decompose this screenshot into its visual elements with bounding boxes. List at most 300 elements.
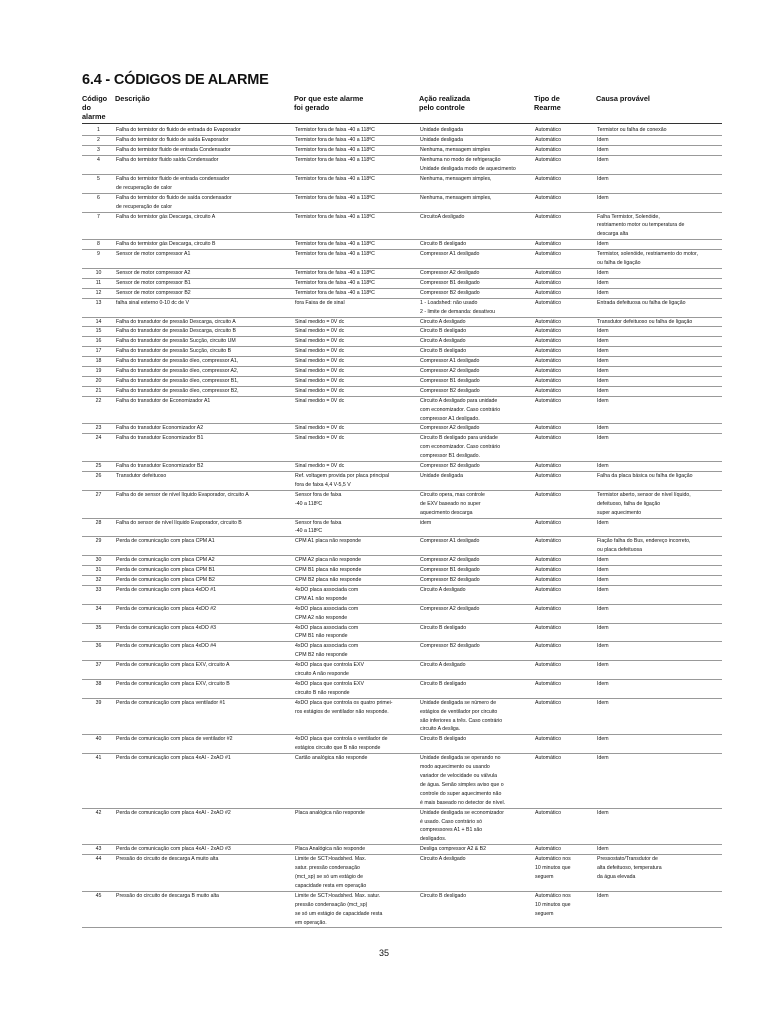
alarm-reset-type: Automático — [534, 337, 596, 347]
alarm-reset-type: Automático — [534, 434, 596, 462]
alarm-probable-cause: Idem — [596, 136, 722, 146]
alarm-code: 7 — [82, 212, 115, 240]
table-row — [82, 556, 722, 566]
alarm-probable-cause: Entrada defeituosa ou falha de ligação — [596, 298, 722, 317]
alarm-code: 22 — [82, 396, 115, 424]
alarm-probable-cause: Idem — [596, 376, 722, 386]
alarm-probable-cause: Idem — [596, 424, 722, 434]
alarm-code: 41 — [82, 754, 115, 808]
alarm-code: 31 — [82, 566, 115, 576]
table-row — [82, 240, 722, 250]
alarm-probable-cause: Termistor aberto, sensor de nível líquido, defeituoso, falha de ligação super aquecimento — [596, 490, 722, 518]
alarm-description: Falha do sensor de nível líquido Evaporador, circuito B — [115, 518, 294, 537]
alarm-reason: 4xDO placa que controla EXV circuito A não responde — [294, 661, 419, 680]
alarm-reason: Sensor fora de faixa -40 a 118ºC — [294, 518, 419, 537]
alarm-reset-type: Automático — [534, 566, 596, 576]
alarm-probable-cause: Idem — [596, 679, 722, 698]
alarm-probable-cause: Idem — [596, 278, 722, 288]
alarm-code: 8 — [82, 240, 115, 250]
header-reset: Tipo de Rearme — [534, 94, 596, 124]
alarm-reset-type: Automático — [534, 396, 596, 424]
alarm-reason: fora Faixa de de sinal — [294, 298, 419, 317]
alarm-reset-type: Automático — [534, 661, 596, 680]
table-row — [82, 386, 722, 396]
table-row — [82, 298, 722, 317]
alarm-description: Falha do transdutor Economizador B2 — [115, 462, 294, 472]
alarm-action: Nenhuma no modo de refrigeração Unidade desligada modo de aquecimento — [419, 156, 534, 175]
alarm-reason: Placa analógica não responde — [294, 808, 419, 845]
alarm-action: Compressor A2 desligado — [419, 604, 534, 623]
table-body — [82, 124, 722, 928]
header-action: Ação realizada pelo controle — [419, 94, 534, 124]
alarm-reason: Cartão analógica não responde — [294, 754, 419, 808]
alarm-reset-type: Automático — [534, 317, 596, 327]
alarm-reset-type: Automático — [534, 268, 596, 278]
alarm-reset-type: Automático — [534, 250, 596, 269]
alarm-description: Falha do termistor do fluido de saída Evaporador — [115, 136, 294, 146]
table-row — [82, 642, 722, 661]
alarm-probable-cause: Idem — [596, 337, 722, 347]
alarm-code: 21 — [82, 386, 115, 396]
alarm-reset-type: Automático nos 10 minutos que seguem — [534, 855, 596, 892]
table-row — [82, 537, 722, 556]
alarm-code: 18 — [82, 357, 115, 367]
alarm-description: Falha do transdutor de pressão óleo, compressor A2, — [115, 367, 294, 377]
alarm-probable-cause: Idem — [596, 268, 722, 278]
table-row — [82, 472, 722, 491]
alarm-reset-type: Automático — [534, 808, 596, 845]
alarm-reason: Sinal medido = 0V dc — [294, 327, 419, 337]
alarm-probable-cause: Idem — [596, 808, 722, 845]
alarm-probable-cause: Falha da placa básica ou falha de ligação — [596, 472, 722, 491]
section-title: 6.4 - CÓDIGOS DE ALARME — [82, 72, 269, 88]
alarm-action: Compressor A1 desligado — [419, 357, 534, 367]
alarm-description: Perda de comunicação com placa 4xAI - 2xAO #1 — [115, 754, 294, 808]
alarm-reset-type: Automático — [534, 174, 596, 193]
alarm-probable-cause: Idem — [596, 642, 722, 661]
alarm-reset-type: Automático — [534, 462, 596, 472]
alarm-description: Falha do termistor do fluido de entrada do Evaporador — [115, 124, 294, 136]
alarm-description: Perda de comunicação com placa CPM B2 — [115, 575, 294, 585]
alarm-reason: Termistor fora de faixa -40 a 118ºC — [294, 156, 419, 175]
alarm-reset-type: Automático — [534, 575, 596, 585]
alarm-action: Circuito A desligado — [419, 337, 534, 347]
alarm-code: 14 — [82, 317, 115, 327]
alarm-probable-cause: Idem — [596, 698, 722, 735]
alarm-probable-cause: Idem — [596, 347, 722, 357]
alarm-reason: 4xDO placa associada com CPM B1 não responde — [294, 623, 419, 642]
alarm-codes-table — [82, 94, 722, 928]
alarm-reset-type: Automático — [534, 556, 596, 566]
table-row — [82, 661, 722, 680]
alarm-reset-type: Automático — [534, 735, 596, 754]
alarm-reason: Sinal medido = 0V dc — [294, 434, 419, 462]
alarm-reason: Termistor fora de faixa -40 a 118ºC — [294, 268, 419, 278]
alarm-reason: Limite de SCT>loadshed. Max. satur. pressão condensação (mct_sp) se só um estágio de capacidade resta em operação — [294, 855, 419, 892]
table-row — [82, 327, 722, 337]
alarm-reset-type: Automático — [534, 288, 596, 298]
alarm-reset-type: Automático — [534, 642, 596, 661]
table-row — [82, 136, 722, 146]
alarm-code: 10 — [82, 268, 115, 278]
alarm-description: Perda de comunicação com placa 4xDO #2 — [115, 604, 294, 623]
alarm-description: Perda de comunicação com placa 4xDO #1 — [115, 585, 294, 604]
alarm-action: Compressor A2 desligado — [419, 268, 534, 278]
alarm-code: 37 — [82, 661, 115, 680]
alarm-reset-type: Automático — [534, 845, 596, 855]
alarm-probable-cause: Idem — [596, 357, 722, 367]
header-code: Código do alarme — [82, 94, 115, 124]
alarm-action: Circuito B desligado — [419, 347, 534, 357]
alarm-reason: Limite de SCT>loadshed. Max. satur. pressão condensação (mct_sp) se só um estágio de capacidade resta em operação. — [294, 891, 419, 928]
table-row — [82, 156, 722, 175]
alarm-reason: Sinal medido = 0V dc — [294, 376, 419, 386]
alarm-reset-type: Automático — [534, 679, 596, 698]
alarm-code: 25 — [82, 462, 115, 472]
alarm-action: Compressor B1 desligado — [419, 566, 534, 576]
alarm-code: 9 — [82, 250, 115, 269]
alarm-description: Sensor de motor compressor A1 — [115, 250, 294, 269]
alarm-probable-cause: Idem — [596, 604, 722, 623]
alarm-action: Desliga compressor A2 & B2 — [419, 845, 534, 855]
table-row — [82, 250, 722, 269]
alarm-reason: Termistor fora de faixa -40 a 118ºC — [294, 136, 419, 146]
table-row — [82, 623, 722, 642]
alarm-reason: Sinal medido = 0V dc — [294, 317, 419, 327]
alarm-reset-type: Automático — [534, 698, 596, 735]
alarm-action: Unidade desligada se número de estágios de ventilador por circuito são inferiores a três. Caso contrário circuito A desliga. — [419, 698, 534, 735]
alarm-description: Falha do transdutor de pressão óleo, compressor A1, — [115, 357, 294, 367]
alarm-reason: 4xDO placa associada com CPM A1 não responde — [294, 585, 419, 604]
alarm-action: Circuito B desligado — [419, 240, 534, 250]
alarm-description: Falha do transdutor de pressão Descarga, circuito B — [115, 327, 294, 337]
alarm-code: 30 — [82, 556, 115, 566]
alarm-code: 35 — [82, 623, 115, 642]
alarm-description: Falha do termistor gás Descarga, circuito B — [115, 240, 294, 250]
alarm-reason: CPM A1 placa não responde — [294, 537, 419, 556]
table-row — [82, 376, 722, 386]
alarm-reset-type: Automático — [534, 136, 596, 146]
alarm-reason: Termistor fora de faixa -40 a 118ºC — [294, 174, 419, 193]
alarm-code: 19 — [82, 367, 115, 377]
alarm-description: Perda de comunicação com placa 4xDO #3 — [115, 623, 294, 642]
alarm-code: 32 — [82, 575, 115, 585]
alarm-reason: Sinal medido = 0V dc — [294, 367, 419, 377]
alarm-action: Compressor B1 desligado — [419, 376, 534, 386]
table-row — [82, 735, 722, 754]
alarm-reset-type: Automático — [534, 240, 596, 250]
alarm-code: 26 — [82, 472, 115, 491]
alarm-description: Falha do transdutor Economizador A2 — [115, 424, 294, 434]
alarm-probable-cause: Idem — [596, 146, 722, 156]
alarm-probable-cause: Idem — [596, 735, 722, 754]
alarm-probable-cause: Idem — [596, 462, 722, 472]
alarm-action: Compressor B2 desligado — [419, 642, 534, 661]
alarm-code: 36 — [82, 642, 115, 661]
alarm-reset-type: Automático — [534, 367, 596, 377]
alarm-reset-type: Automático — [534, 472, 596, 491]
alarm-action: Unidade desligada — [419, 136, 534, 146]
alarm-reason: Termistor fora de faixa -40 a 118ºC — [294, 124, 419, 136]
alarm-description: Falha do transdutor de pressão Sucção, circuito B — [115, 347, 294, 357]
alarm-code: 6 — [82, 193, 115, 212]
alarm-description: Pressão do circuito de descarga A muito alta — [115, 855, 294, 892]
table-row — [82, 808, 722, 845]
alarm-code: 33 — [82, 585, 115, 604]
alarm-code: 40 — [82, 735, 115, 754]
alarm-reset-type: Automático — [534, 193, 596, 212]
table-row — [82, 424, 722, 434]
alarm-code: 20 — [82, 376, 115, 386]
alarm-action: Compressor B2 desligado — [419, 575, 534, 585]
alarm-probable-cause: Idem — [596, 566, 722, 576]
alarm-code: 13 — [82, 298, 115, 317]
alarm-reset-type: Automático — [534, 537, 596, 556]
alarm-reset-type: Automático — [534, 490, 596, 518]
alarm-probable-cause: Idem — [596, 396, 722, 424]
alarm-code: 34 — [82, 604, 115, 623]
alarm-code: 17 — [82, 347, 115, 357]
alarm-probable-cause: Idem — [596, 434, 722, 462]
alarm-description: Perda de comunicação com placa de ventilador #2 — [115, 735, 294, 754]
alarm-code: 2 — [82, 136, 115, 146]
table-row — [82, 278, 722, 288]
alarm-code: 39 — [82, 698, 115, 735]
table-row — [82, 124, 722, 136]
alarm-action: Compressor A2 desligado — [419, 556, 534, 566]
alarm-description: falha sinal externo 0-10 dc de V — [115, 298, 294, 317]
alarm-description: Perda de comunicação com placa 4xDO #4 — [115, 642, 294, 661]
alarm-reason: 4xDO placa que controla EXV circuito B não responde — [294, 679, 419, 698]
alarm-reset-type: Automático — [534, 386, 596, 396]
alarm-action: Circuito B desligado — [419, 623, 534, 642]
alarm-action: Circuito A desligado — [419, 855, 534, 892]
alarm-description: Sensor de motor compressor A2 — [115, 268, 294, 278]
alarm-probable-cause: Idem — [596, 891, 722, 928]
alarm-reason: Termistor fora de faixa -40 a 118ºC — [294, 212, 419, 240]
alarm-description: Falha do termistor fluido saída Condensador — [115, 156, 294, 175]
alarm-description: Falha do termistor fluido de entrada condensador de recuperação de calor — [115, 174, 294, 193]
alarm-reason: Sinal medido = 0V dc — [294, 347, 419, 357]
alarm-code: 38 — [82, 679, 115, 698]
alarm-reason: Sinal medido = 0V dc — [294, 396, 419, 424]
alarm-action: Compressor A2 desligado — [419, 367, 534, 377]
alarm-probable-cause: Transdutor defeituoso ou falha de ligação — [596, 317, 722, 327]
table-row — [82, 337, 722, 347]
alarm-reason: Placa Analógica não responde — [294, 845, 419, 855]
alarm-reset-type: Automático — [534, 156, 596, 175]
alarm-action: Circuito B desligado — [419, 679, 534, 698]
alarm-description: Falha do transdutor de pressão óleo, compressor B1, — [115, 376, 294, 386]
alarm-action: Circuito A desligado para unidade com economizador. Caso contrário compressor A1 desligado. — [419, 396, 534, 424]
alarm-reason: Sinal medido = 0V dc — [294, 337, 419, 347]
alarm-reason: Termistor fora de faixa -40 a 118ºC — [294, 146, 419, 156]
alarm-description: Perda de comunicação com placa 4xAI - 2xAO #3 — [115, 845, 294, 855]
alarm-reset-type: Automático — [534, 585, 596, 604]
alarm-reason: Termistor fora de faixa -40 a 118ºC — [294, 193, 419, 212]
alarm-probable-cause: Idem — [596, 240, 722, 250]
alarm-action: Nenhuma, mensagem simples, — [419, 193, 534, 212]
alarm-reset-type: Automático — [534, 604, 596, 623]
alarm-description: Perda de comunicação com placa CPM B1 — [115, 566, 294, 576]
alarm-description: Falha do transdutor Economizador B1 — [115, 434, 294, 462]
alarm-probable-cause: Idem — [596, 288, 722, 298]
alarm-action: Compressor B2 desligado — [419, 288, 534, 298]
alarm-description: Falha do termistor gás Descarga, circuito A — [115, 212, 294, 240]
alarm-description: Perda de comunicação com placa CPM A2 — [115, 556, 294, 566]
alarm-codes-table-wrapper — [82, 94, 722, 928]
alarm-action: Unidade desligada se operando no modo aquecimento ou usando variador de velocidade ou válvula de água. Senão simples aviso que o controle do super aquecimento não é mais baseado no detector de nível. — [419, 754, 534, 808]
alarm-probable-cause: Termistor ou falha de conexão — [596, 124, 722, 136]
header-description: Descrição — [115, 94, 294, 124]
alarm-action: Circuito A desligado — [419, 661, 534, 680]
alarm-code: 5 — [82, 174, 115, 193]
alarm-reason: Termistor fora de faixa -40 a 118ºC — [294, 288, 419, 298]
alarm-action: Unidade desligada — [419, 472, 534, 491]
table-row — [82, 212, 722, 240]
alarm-probable-cause: Idem — [596, 754, 722, 808]
alarm-reset-type: Automático — [534, 754, 596, 808]
alarm-action: Compressor B1 desligado — [419, 278, 534, 288]
alarm-code: 3 — [82, 146, 115, 156]
table-row — [82, 490, 722, 518]
alarm-description: Falha do transdutor de Economizador A1 — [115, 396, 294, 424]
alarm-reason: Sensor fora de faixa -40 a 118ºC — [294, 490, 419, 518]
alarm-reset-type: Automático — [534, 376, 596, 386]
alarm-reset-type: Automático — [534, 298, 596, 317]
alarm-action: Unidade desligada se economizador é usado. Caso contrário só compressores A1 + B1 são desligados. — [419, 808, 534, 845]
alarm-probable-cause: Idem — [596, 386, 722, 396]
alarm-description: Falha do termistor do fluido de saída condensador de recuperação de calor — [115, 193, 294, 212]
alarm-reason: CPM A2 placa não responde — [294, 556, 419, 566]
alarm-description: Falha do transdutor de pressão Sucção, circuito UM — [115, 337, 294, 347]
alarm-action: Unidade desligada — [419, 124, 534, 136]
alarm-reset-type: Automático — [534, 518, 596, 537]
table-row — [82, 698, 722, 735]
alarm-reason: Sinal medido = 0V dc — [294, 424, 419, 434]
alarm-probable-cause: Idem — [596, 156, 722, 175]
alarm-reset-type: Automático nos 10 minutos que seguem — [534, 891, 596, 928]
alarm-action: Nenhuma, mensagem simples, — [419, 174, 534, 193]
alarm-reason: Termistor fora de faixa -40 a 118ºC — [294, 250, 419, 269]
alarm-action: idem — [419, 518, 534, 537]
header-cause: Causa provável — [596, 94, 722, 124]
table-row — [82, 146, 722, 156]
alarm-code: 4 — [82, 156, 115, 175]
alarm-code: 16 — [82, 337, 115, 347]
alarm-reset-type: Automático — [534, 146, 596, 156]
alarm-code: 44 — [82, 855, 115, 892]
alarm-reset-type: Automático — [534, 347, 596, 357]
alarm-reason: 4xDO placa associada com CPM A2 não responde — [294, 604, 419, 623]
alarm-reason: Sinal medido = 0V dc — [294, 462, 419, 472]
alarm-code: 24 — [82, 434, 115, 462]
alarm-reason: Termistor fora de faixa -40 a 118ºC — [294, 240, 419, 250]
alarm-reason: Sinal medido = 0V dc — [294, 386, 419, 396]
alarm-description: Perda de comunicação com placa EXV, circuito A — [115, 661, 294, 680]
alarm-description: Sensor de motor compressor B2 — [115, 288, 294, 298]
table-row — [82, 396, 722, 424]
table-row — [82, 268, 722, 278]
alarm-reset-type: Automático — [534, 623, 596, 642]
alarm-probable-cause: Idem — [596, 661, 722, 680]
alarm-reset-type: Automático — [534, 424, 596, 434]
alarm-action: Circuito A desligado — [419, 585, 534, 604]
table-row — [82, 367, 722, 377]
table-header-row — [82, 94, 722, 124]
alarm-reset-type: Automático — [534, 357, 596, 367]
alarm-code: 28 — [82, 518, 115, 537]
alarm-reset-type: Automático — [534, 212, 596, 240]
alarm-reset-type: Automático — [534, 124, 596, 136]
alarm-probable-cause: Idem — [596, 585, 722, 604]
alarm-action: Circuito opera, mas controle de EXV baseado no super aquecimento descarga — [419, 490, 534, 518]
alarm-description: Perda de comunicação com placa 4xAI - 2xAO #2 — [115, 808, 294, 845]
alarm-probable-cause: Idem — [596, 518, 722, 537]
alarm-reason: 4xDO placa que controla o ventilador de estágios circuito que B não responde — [294, 735, 419, 754]
alarm-description: Falha do de sensor de nível líquido Evaporador, circuito A — [115, 490, 294, 518]
alarm-description: Falha do transdutor de pressão Descarga, circuito A — [115, 317, 294, 327]
alarm-action: Compressor A1 desligado — [419, 537, 534, 556]
table-row — [82, 288, 722, 298]
table-row — [82, 518, 722, 537]
alarm-code: 45 — [82, 891, 115, 928]
alarm-probable-cause: Idem — [596, 327, 722, 337]
alarm-code: 29 — [82, 537, 115, 556]
alarm-probable-cause: Idem — [596, 556, 722, 566]
table-row — [82, 317, 722, 327]
table-row — [82, 891, 722, 928]
alarm-reason: CPM B2 placa não responde — [294, 575, 419, 585]
alarm-code: 15 — [82, 327, 115, 337]
alarm-reason: 4xDO placa que controla os quatro primei- ros estágios de ventilador não responde. — [294, 698, 419, 735]
table-row — [82, 845, 722, 855]
alarm-probable-cause: Termistor, solenóide, restriamento do motor, ou falha de ligação — [596, 250, 722, 269]
alarm-probable-cause: Idem — [596, 845, 722, 855]
alarm-action: Circuito B desligado — [419, 891, 534, 928]
table-row — [82, 566, 722, 576]
alarm-probable-cause: Pressostato/Transdutor de alta defeituoso, temperatura da água elevada — [596, 855, 722, 892]
alarm-probable-cause: Idem — [596, 193, 722, 212]
alarm-action: Circuito B desligado — [419, 327, 534, 337]
alarm-probable-cause: Idem — [596, 174, 722, 193]
table-row — [82, 357, 722, 367]
table-row — [82, 754, 722, 808]
alarm-description: Perda de comunicação com placa EXV, circuito B — [115, 679, 294, 698]
alarm-code: 43 — [82, 845, 115, 855]
alarm-reset-type: Automático — [534, 278, 596, 288]
alarm-action: Nenhuma, mensagem simples — [419, 146, 534, 156]
alarm-reason: Sinal medido = 0V dc — [294, 357, 419, 367]
alarm-code: 42 — [82, 808, 115, 845]
alarm-description: Transdutor defeituoso — [115, 472, 294, 491]
header-reason: Por que este alarme foi gerado — [294, 94, 419, 124]
alarm-probable-cause: Idem — [596, 367, 722, 377]
alarm-action: Compressor B2 desligado — [419, 386, 534, 396]
table-row — [82, 679, 722, 698]
table-row — [82, 575, 722, 585]
alarm-action: Circuito A desligado — [419, 317, 534, 327]
alarm-action: Circuito B desligado — [419, 735, 534, 754]
alarm-description: Sensor de motor compressor B1 — [115, 278, 294, 288]
alarm-reason: Ref. voltagem provida por placa principal fora de faixa 4,4 V-5,5 V — [294, 472, 419, 491]
alarm-action: Compressor A1 desligado — [419, 250, 534, 269]
table-row — [82, 462, 722, 472]
table-row — [82, 855, 722, 892]
table-row — [82, 193, 722, 212]
alarm-probable-cause: Idem — [596, 575, 722, 585]
alarm-probable-cause: Idem — [596, 623, 722, 642]
